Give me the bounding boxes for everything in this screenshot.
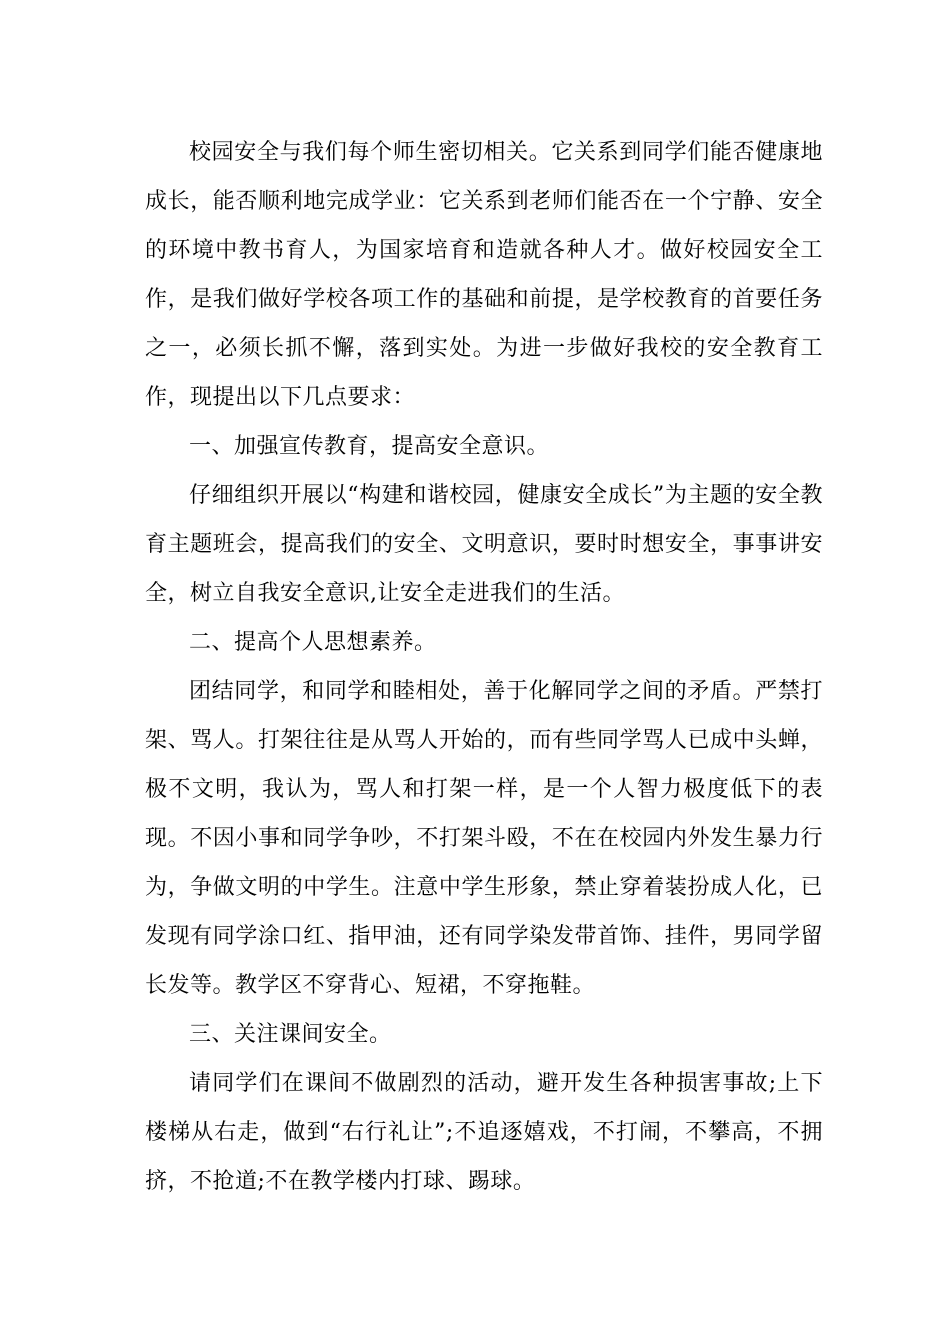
paragraph-intro: 校园安全与我们每个师生密切相关。它关系到同学们能否健康地成长，能否顺利地完成学业：它关系到老师们能否在一个宁静、安全的环境中教书育人，为国家培育和造就各种人才。做好校园安全工作，是我们做好学校各项工作的基础和前提，是学校教育的首要任务之一，必须长抓不懈，落到实处。为进一步做好我校的安全教育工作，现提出以下几点要求：: [145, 140, 823, 410]
document-body: [145, 128, 823, 1206]
paragraph-section-3: 请同学们在课间不做剧烈的活动，避开发生各种损害事故;上下楼梯从右走，做到“右行礼让”;不追逐嬉戏，不打闹，不攀高，不拥挤，不抢道;不在教学楼内打球、踢球。: [145, 1071, 823, 1194]
paragraph-section-1: 仔细组织开展以“构建和谐校园，健康安全成长”为主题的安全教育主题班会，提高我们的安全、文明意识，要时时想安全，事事讲安全，树立自我安全意识,让安全走进我们的生活。: [145, 483, 823, 606]
section-heading-1: 一、加强宣传教育，提高安全意识。: [189, 434, 550, 459]
section-heading-3: 三、关注课间安全。: [189, 1022, 392, 1047]
section-heading-2: 二、提高个人思想素养。: [189, 630, 437, 655]
paragraph-section-2: 团结同学，和同学和睦相处，善于化解同学之间的矛盾。严禁打架、骂人。打架往往是从骂人开始的，而有些同学骂人已成中头蝉，极不文明，我认为，骂人和打架一样，是一个人智力极度低下的表现。不因小事和同学争吵，不打架斗殴，不在在校园内外发生暴力行为，争做文明的中学生。注意中学生形象，禁止穿着装扮成人化，已发现有同学涂口红、指甲油，还有同学染发带首饰、挂件，男同学留长发等。教学区不穿背心、短裙，不穿拖鞋。: [145, 679, 823, 998]
